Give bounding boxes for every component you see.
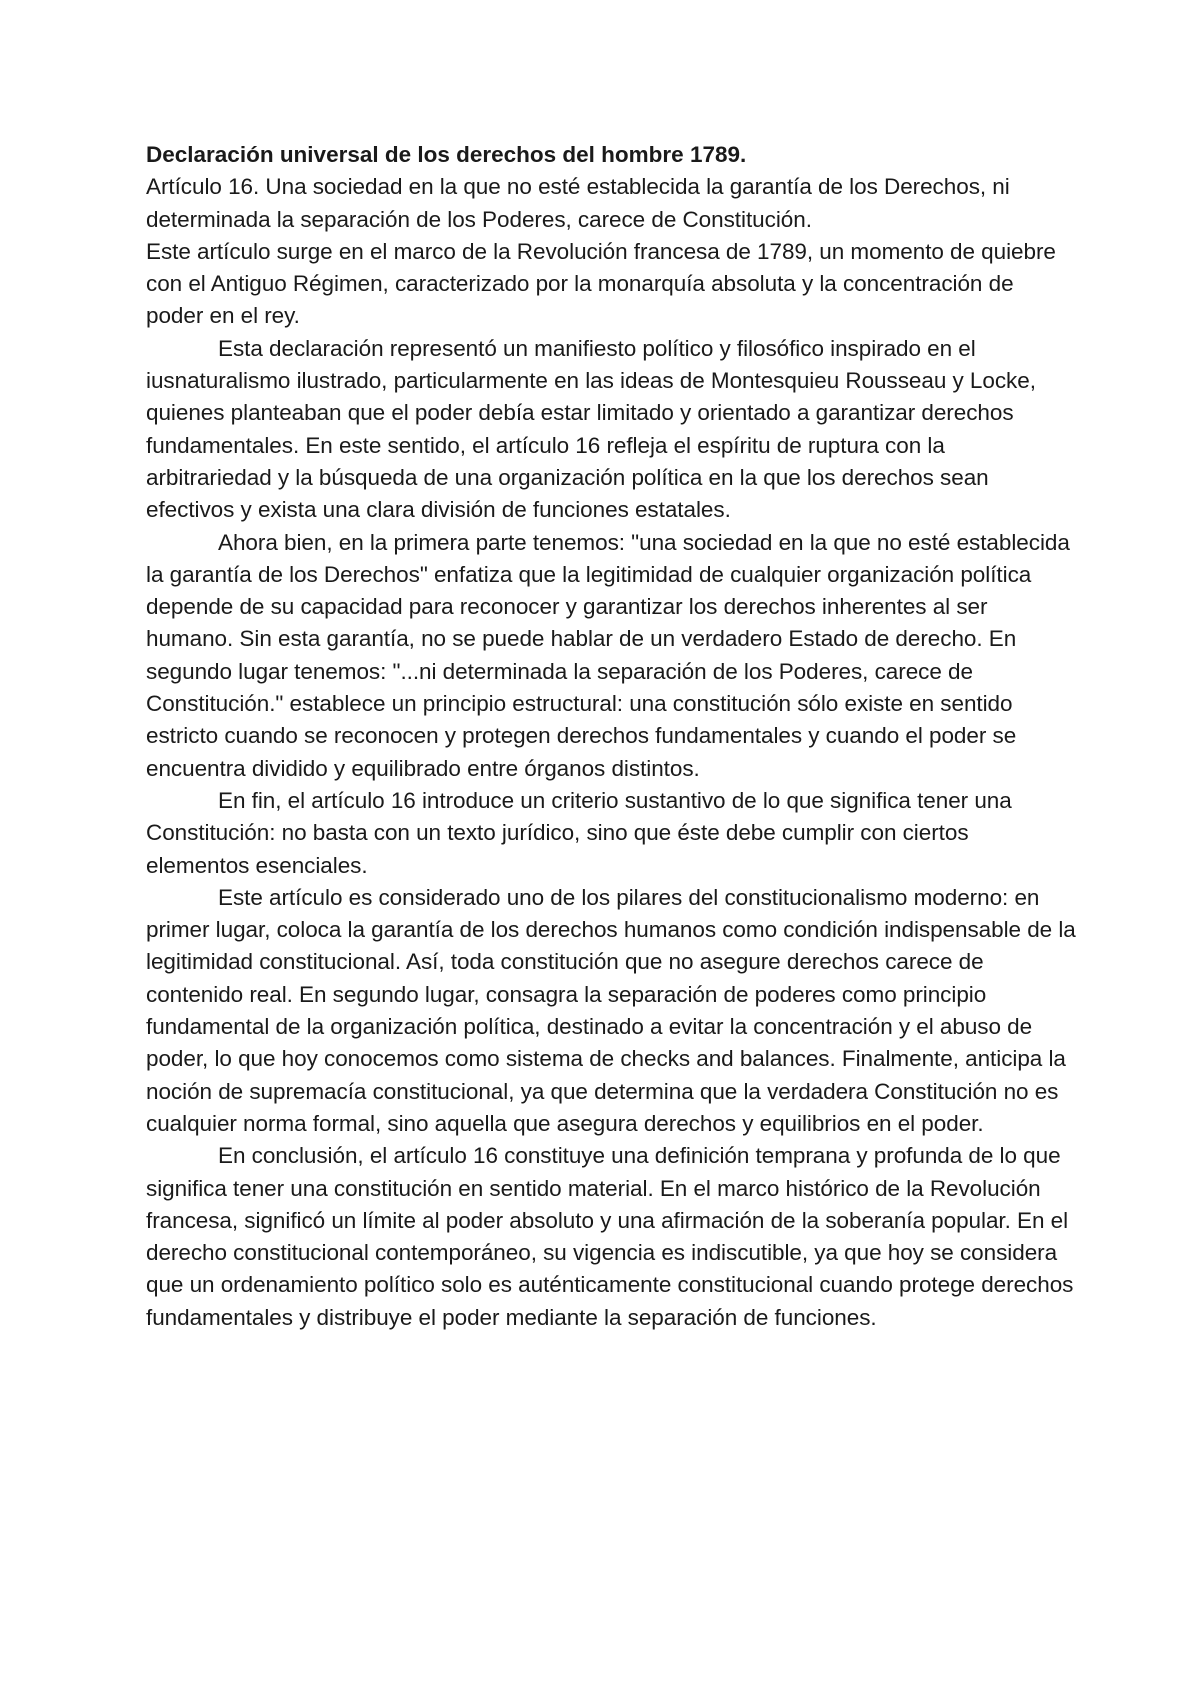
body-paragraph-inspiration: Esta declaración representó un manifiesto político y filosófico inspirado en el iusnaturalismo ilustrado, particularmente en las ideas de Montesquieu Rousseau y Locke, quienes planteaban que el poder debía estar limitado y orientado a garantizar derechos fundamentales. En este sentido, el artículo 16 refleja el espíritu de ruptura con la arbitrariedad y la búsqueda de una organización política en la que los derechos sean efectivos y exista una clara división de funciones estatales.: [146, 335, 1036, 523]
document-page: [146, 139, 1076, 1334]
body-paragraph-criterion: En fin, el artículo 16 introduce un criterio sustantivo de lo que significa tener una Constitución: no basta con un texto jurídico, sino que éste debe cumplir con ciertos elementos esenciales.: [146, 787, 1012, 878]
document-title: Declaración universal de los derechos del hombre 1789.: [146, 142, 747, 167]
article-text-paragraph: Artículo 16. Una sociedad en la que no esté establecida la garantía de los Derechos, ni determinada la separación de los Poderes, carece de Constitución.: [146, 174, 1010, 232]
conclusion-paragraph: En conclusión, el artículo 16 constituye una definición temprana y profunda de lo que significa tener una constitución en sentido material. En el marco histórico de la Revolución francesa, significó un límite al poder absoluto y una afirmación de la soberanía popular. En el derecho constitucional contemporáneo, su vigencia es indiscutible, ya que hoy se considera que un ordenamiento político solo es auténticamente constitucional cuando protege derechos fundamentales y distribuye el poder mediante la separación de funciones.: [146, 1143, 1074, 1330]
context-paragraph: Este artículo surge en el marco de la Revolución francesa de 1789, un momento de quiebre con el Antiguo Régimen, caracterizado por la monarquía absoluta y la concentración de poder en el rey.: [146, 238, 1056, 329]
body-paragraph-analysis: Ahora bien, en la primera parte tenemos: "una sociedad en la que no esté establecida la garantía de los Derechos" enfatiza que la legitimidad de cualquier organización política depende de su capacidad para reconocer y garantizar los derechos inherentes al ser humano. Sin esta garantía, no se puede hablar de un verdadero Estado de derecho. En segundo lugar tenemos: "...ni determinada la separación de los Poderes, carece de Constitución." establece un principio estructural: una constitución sólo existe en sentido estricto cuando se reconocen y protegen derechos fundamentales y cuando el poder se encuentra dividido y equilibrado entre órganos distintos.: [146, 529, 1070, 781]
body-paragraph-pillars: Este artículo es considerado uno de los pilares del constitucionalismo moderno: en primer lugar, coloca la garantía de los derechos humanos como condición indispensable de la legitimidad constitucional. Así, toda constitución que no asegure derechos carece de contenido real. En segundo lugar, consagra la separación de poderes como principio fundamental de la organización política, destinado a evitar la concentración y el abuso de poder, lo que hoy conocemos como sistema de checks and balances. Finalmente, anticipa la noción de supremacía constitucional, ya que determina que la verdadera Constitución no es cualquier norma formal, sino aquella que asegura derechos y equilibrios en el poder.: [146, 884, 1076, 1136]
